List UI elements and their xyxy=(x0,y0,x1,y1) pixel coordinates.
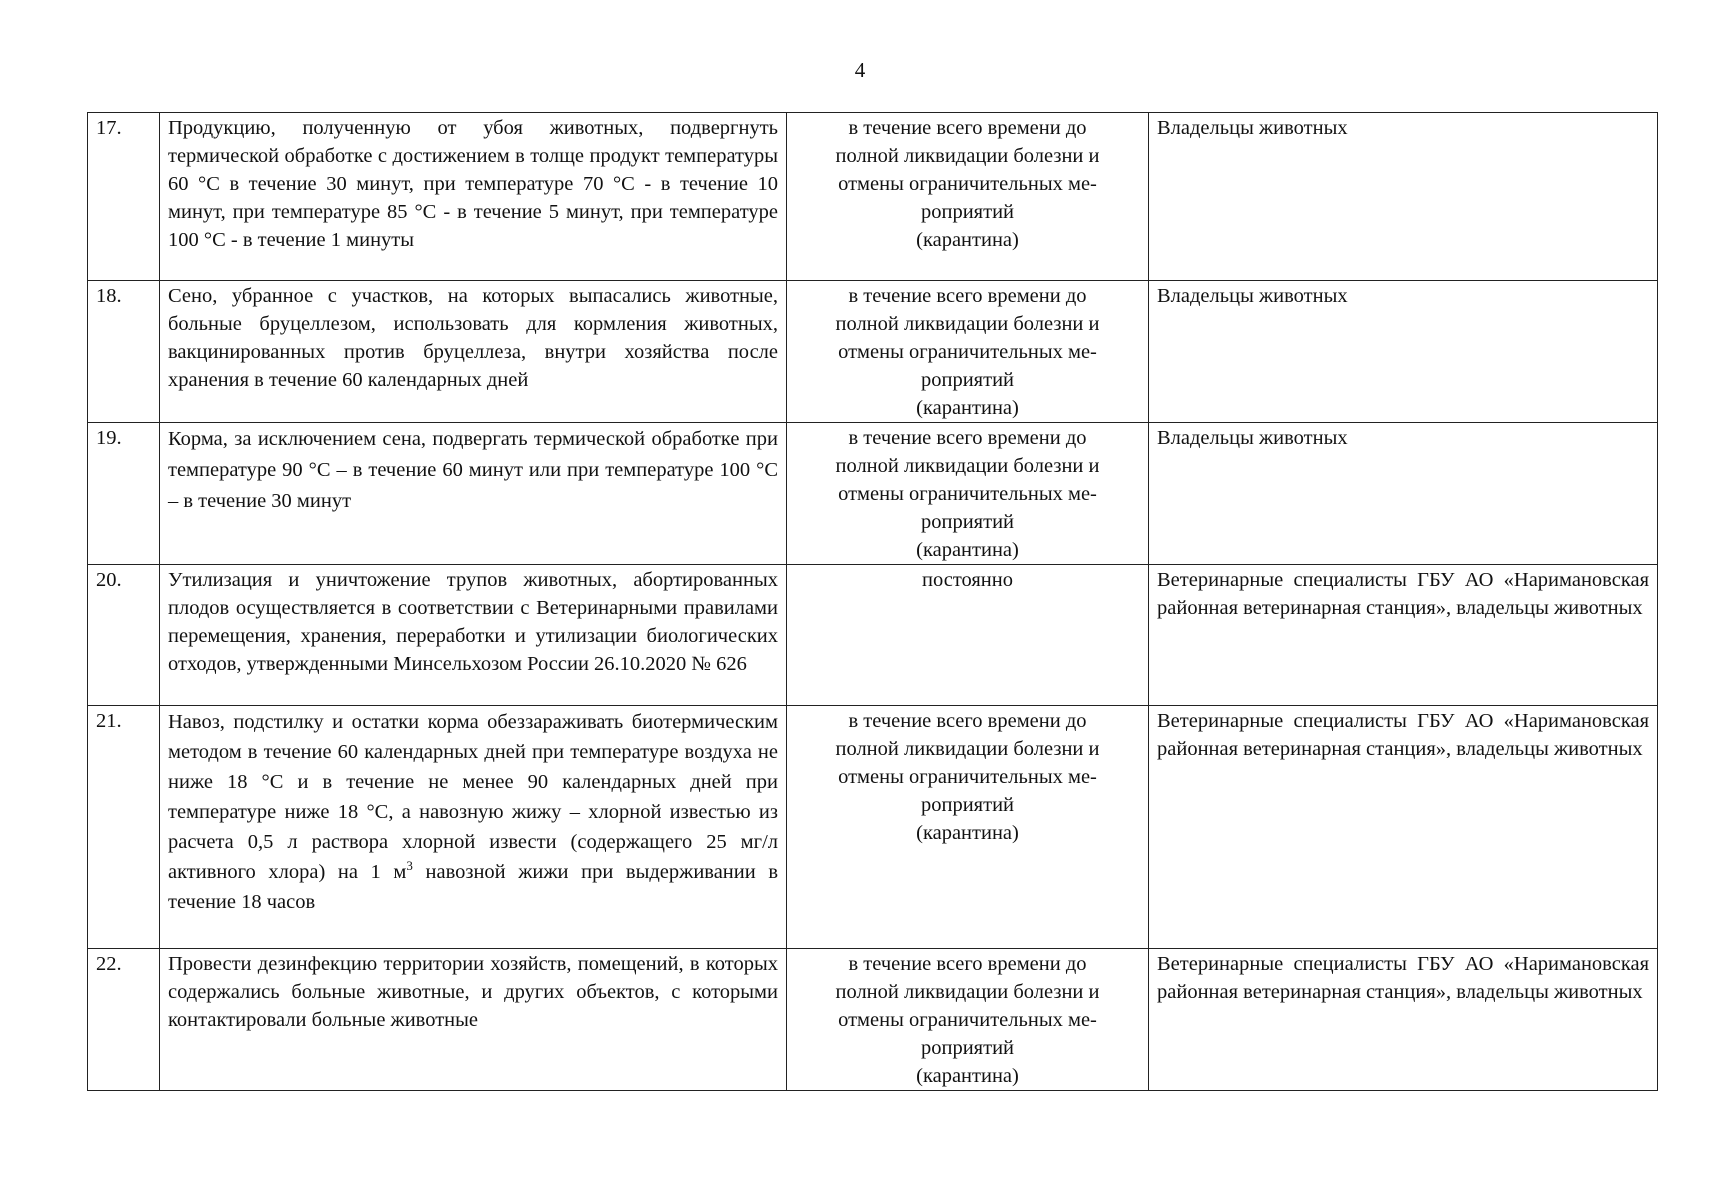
term-cell xyxy=(787,706,1149,949)
responsible-text: Ветеринарные специалисты ГБУ АО «Наримановская районная ветеринарная станция», владельцы животных xyxy=(1149,949,1658,1091)
table-row xyxy=(88,706,1658,949)
term-line: постоянно xyxy=(922,569,1013,591)
term-line: отмены ограничительных ме- xyxy=(838,341,1097,363)
responsible-text: Ветеринарные специалисты ГБУ АО «Наримановская районная ветеринарная станция», владельцы животных xyxy=(1149,565,1658,706)
term-cell xyxy=(787,565,1149,706)
measure-text: Утилизация и уничтожение трупов животных, абортированных плодов осуществляется в соответствии с Ветеринарными правилами перемещения, хранения, переработки и утилизации биологических отходов, утвержденными Минсельхозом России 26.10.2020 № 626 xyxy=(160,565,787,706)
row-number: 20. xyxy=(88,565,160,706)
table-row xyxy=(88,565,1658,706)
row-number: 21. xyxy=(88,706,160,949)
term-line: отмены ограничительных ме- xyxy=(838,483,1097,505)
responsible-text: Владельцы животных xyxy=(1149,423,1658,565)
term-line: полной ликвидации болезни и xyxy=(835,145,1100,167)
row-number: 22. xyxy=(88,949,160,1091)
measure-text xyxy=(160,706,787,949)
measure-text-main: Навоз, подстилку и остатки корма обеззараживать биотермическим методом в течение 60 календарных дней при температуре воздуха не ниже 18 °С и в течение не менее 90 календарных дней при температуре ниже 18 °С, а навозную жижу – хлорной известью из расчета 0,5 л раствора хлорной извести (содержащего 25 мг/л активного хлора) на 1 м xyxy=(168,711,778,883)
row-number: 18. xyxy=(88,281,160,423)
term-line: в течение всего времени до xyxy=(848,285,1087,307)
term-line: роприятий xyxy=(920,1037,1015,1059)
measure-text-tail: навозной жижи при выдерживании в течение 18 часов xyxy=(168,861,778,913)
measure-text: Сено, убранное с участков, на которых выпасались животные, больные бруцеллезом, использовать для кормления животных, вакцинированных против бруцеллеза, внутри хозяйства после хранения в течение 60 календарных дней xyxy=(160,281,787,423)
term-line: в течение всего времени до xyxy=(848,117,1087,139)
term-line: роприятий xyxy=(920,794,1015,816)
responsible-text: Владельцы животных xyxy=(1149,281,1658,423)
term-line: в течение всего времени до xyxy=(848,427,1087,449)
term-line: (карантина) xyxy=(916,229,1019,251)
term-line: роприятий xyxy=(920,369,1015,391)
term-line: полной ликвидации болезни и xyxy=(835,313,1100,335)
term-line: в течение всего времени до xyxy=(848,710,1087,732)
term-line: (карантина) xyxy=(916,822,1019,844)
term-line: роприятий xyxy=(920,511,1015,533)
row-number: 17. xyxy=(88,113,160,281)
page-number: 4 xyxy=(854,58,866,82)
table-row xyxy=(88,113,1658,281)
term-line: (карантина) xyxy=(916,539,1019,561)
term-line: роприятий xyxy=(920,201,1015,223)
cubic-superscript: 3 xyxy=(406,858,413,873)
term-line: полной ликвидации болезни и xyxy=(835,738,1100,760)
table-row xyxy=(88,949,1658,1091)
term-line: (карантина) xyxy=(916,1065,1019,1087)
term-cell xyxy=(787,949,1149,1091)
term-cell xyxy=(787,423,1149,565)
term-line: в течение всего времени до xyxy=(848,953,1087,975)
responsible-text: Владельцы животных xyxy=(1149,113,1658,281)
measure-text: Провести дезинфекцию территории хозяйств, помещений, в которых содержались больные животные, и других объектов, с которыми контактировали больные животные xyxy=(160,949,787,1091)
term-line: отмены ограничительных ме- xyxy=(838,173,1097,195)
measures-table xyxy=(87,112,1658,1091)
term-line: отмены ограничительных ме- xyxy=(838,766,1097,788)
table-row xyxy=(88,281,1658,423)
row-number: 19. xyxy=(88,423,160,565)
measure-text: Корма, за исключением сена, подвергать термической обработке при температуре 90 °С – в течение 60 минут или при температуре 100 °С – в течение 30 минут xyxy=(160,423,787,565)
term-line: полной ликвидации болезни и xyxy=(835,981,1100,1003)
term-cell xyxy=(787,113,1149,281)
table-row xyxy=(88,423,1658,565)
term-line: отмены ограничительных ме- xyxy=(838,1009,1097,1031)
term-line: полной ликвидации болезни и xyxy=(835,455,1100,477)
term-cell xyxy=(787,281,1149,423)
responsible-text: Ветеринарные специалисты ГБУ АО «Наримановская районная ветеринарная станция», владельцы животных xyxy=(1149,706,1658,949)
term-line: (карантина) xyxy=(916,397,1019,419)
measure-text: Продукцию, полученную от убоя животных, подвергнуть термической обработке с достижением в толще продукт температуры 60 °С в течение 30 минут, при температуре 70 °С - в течение 10 минут, при температуре 85 °С - в течение 5 минут, при температуре 100 °С - в течение 1 минуты xyxy=(160,113,787,281)
